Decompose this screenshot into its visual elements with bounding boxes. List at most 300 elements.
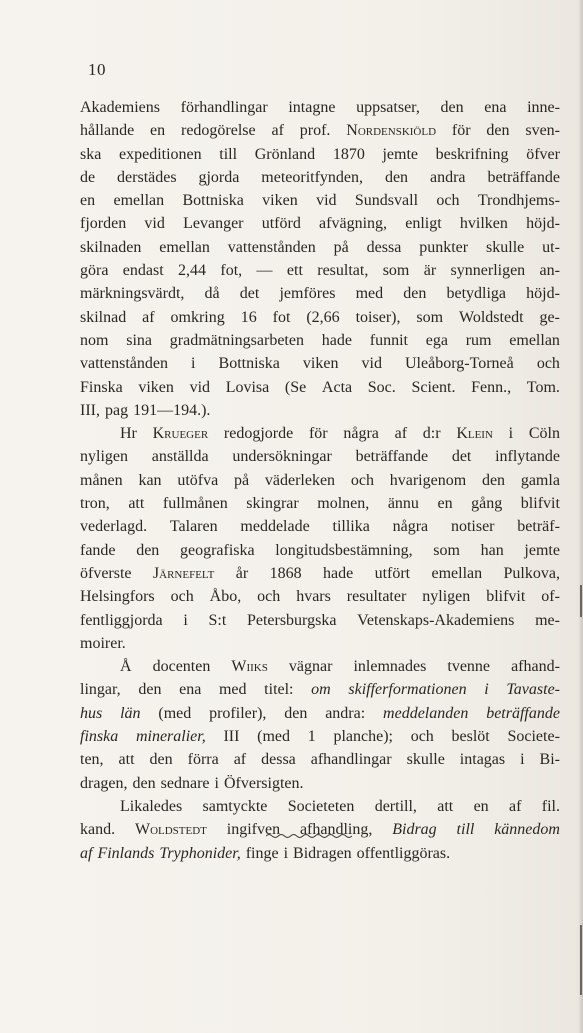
text-run: titel: (264, 681, 294, 699)
word (273, 306, 291, 329)
word (219, 352, 280, 375)
word (220, 259, 242, 282)
italic-title: till (456, 821, 475, 839)
text-line (80, 96, 560, 119)
text-run: omkring (170, 308, 225, 326)
text-run: vid (361, 355, 382, 373)
text-run: månen (80, 471, 123, 489)
italic-title: mineralier, (135, 728, 206, 746)
word (80, 143, 101, 166)
text-run: Å (120, 658, 132, 676)
text-run: beträf- (517, 518, 560, 536)
word (247, 609, 336, 632)
text-run: docenten (152, 658, 211, 676)
word (170, 515, 218, 538)
text-run: uppsatser, (356, 99, 420, 116)
word (539, 306, 559, 329)
word (270, 562, 302, 585)
word (540, 748, 560, 771)
word (80, 748, 104, 771)
word (509, 795, 521, 818)
word (153, 562, 214, 585)
text-run: en (473, 797, 489, 815)
word (506, 678, 560, 701)
word (524, 539, 560, 562)
text-run: ett (286, 262, 303, 280)
word (153, 422, 209, 445)
text-run: märkningsvärdt, (80, 285, 185, 303)
word (382, 143, 418, 166)
text-run: öfver (526, 145, 560, 163)
text-run: i (214, 774, 219, 792)
text-run: Societe- (507, 728, 560, 746)
text-run: det (239, 285, 260, 303)
text-run: geografiska (179, 541, 255, 559)
word (142, 306, 154, 329)
word (436, 143, 509, 166)
word (80, 539, 116, 562)
word (246, 492, 298, 515)
word (219, 143, 237, 166)
word (433, 539, 460, 562)
text-run: och (536, 355, 560, 373)
word (375, 562, 411, 585)
word (136, 725, 206, 748)
word (80, 678, 121, 701)
text-run: den (149, 751, 173, 769)
text-run: fande (80, 541, 116, 559)
text-line (80, 795, 560, 818)
word (80, 818, 115, 841)
word (183, 212, 243, 235)
word (177, 469, 218, 492)
word (303, 352, 339, 375)
text-run: skulle (406, 751, 445, 769)
word (80, 469, 123, 492)
text-run: jemte (382, 145, 419, 163)
text-line (80, 445, 560, 468)
text-run: ena (484, 99, 507, 116)
word (228, 236, 316, 259)
word (80, 609, 163, 632)
text-run: som (433, 541, 460, 559)
word (392, 818, 436, 841)
word (190, 376, 210, 399)
word (224, 422, 293, 445)
word (416, 306, 443, 329)
text-run: de (80, 168, 96, 186)
word (135, 818, 207, 841)
text-line (80, 306, 560, 329)
text-run: d:r (422, 425, 441, 443)
word (487, 166, 560, 189)
text-run: Trondhjems- (477, 192, 560, 210)
text-run: nom (80, 331, 109, 349)
word (284, 702, 307, 725)
text-run: hvarigenom (389, 471, 467, 489)
word (226, 376, 270, 399)
text-run: fot (272, 308, 291, 326)
text-run: fullmånen (162, 495, 228, 513)
word (161, 772, 210, 795)
word (471, 376, 511, 399)
italic-title: meddelanden (383, 704, 469, 722)
word (163, 492, 228, 515)
word (191, 352, 195, 375)
word (188, 748, 219, 771)
text-run: andra (429, 168, 466, 186)
text-run: samtyckte (202, 797, 268, 815)
text-run: sina (126, 331, 153, 349)
word (80, 725, 118, 748)
word (495, 445, 560, 468)
text-run: den (486, 122, 510, 140)
word (261, 166, 363, 189)
word (179, 678, 201, 701)
word (171, 585, 194, 608)
word (486, 702, 560, 725)
word (181, 96, 268, 119)
word (289, 655, 333, 678)
word (356, 96, 420, 119)
wavy-rule-ornament (266, 832, 352, 840)
text-line (80, 166, 560, 189)
text-run: skilnad (80, 308, 127, 326)
word (393, 515, 429, 538)
word (526, 212, 560, 235)
word (526, 282, 560, 305)
text-run: afvägning, (319, 215, 388, 233)
word (343, 422, 379, 445)
text-run: emellan (113, 192, 165, 210)
word (451, 515, 495, 538)
word (234, 469, 249, 492)
text-line (80, 515, 560, 538)
page-edge-mark (580, 585, 582, 617)
text-run: gradmätningsarbeten (169, 331, 304, 349)
text-run: Acta (321, 378, 353, 396)
word (322, 329, 352, 352)
text-line (80, 562, 560, 585)
italic-title: om (311, 681, 331, 699)
text-run: ännu (387, 495, 419, 513)
word (123, 259, 164, 282)
word (264, 678, 293, 701)
text-run: vägnar (288, 658, 333, 676)
text-run: dragen, (80, 774, 128, 792)
word (541, 585, 560, 608)
text-line (80, 748, 560, 771)
word (481, 539, 504, 562)
word (333, 725, 393, 748)
text-run: Fenn., (471, 378, 512, 396)
word (219, 678, 247, 701)
text-run: 2,44 (178, 262, 207, 280)
text-run: i (183, 611, 188, 629)
text-run: profiler), (209, 704, 267, 722)
word (521, 492, 560, 515)
word (261, 748, 296, 771)
text-run: viken (138, 378, 174, 396)
text-run: Sundsvall (354, 192, 419, 210)
text-run: of- (541, 588, 560, 606)
text-run: lingar, (80, 681, 121, 699)
word (80, 632, 126, 655)
text-run: meteoritfynden, (261, 168, 364, 186)
word (390, 469, 466, 492)
text-run: (2,66 (306, 308, 340, 326)
word (152, 445, 209, 468)
italic-title: beträffande (486, 704, 560, 722)
text-run: fot, (220, 262, 243, 280)
italic-title: i (484, 681, 489, 699)
italic-title: finska (80, 728, 119, 746)
text-run: förra (187, 751, 219, 769)
word (159, 236, 210, 259)
text-run: den (138, 681, 162, 699)
text-run: höjd- (526, 285, 560, 303)
text-run: synnerligen (450, 262, 526, 280)
text-run: Levanger (183, 215, 244, 233)
word (407, 748, 445, 771)
body-text (80, 96, 560, 865)
text-run: skulle (486, 238, 525, 256)
text-line (80, 772, 560, 795)
word (456, 422, 493, 445)
word (356, 445, 429, 468)
word (319, 212, 387, 235)
text-run: notiser (450, 518, 495, 536)
text-run: prof. (299, 122, 331, 140)
word (224, 772, 304, 795)
word (150, 119, 165, 142)
word (424, 259, 436, 282)
word (234, 748, 246, 771)
word (333, 515, 370, 538)
word (482, 469, 505, 492)
word (223, 725, 239, 748)
text-run: det (451, 448, 472, 466)
text-run: (Se (284, 378, 307, 396)
word (484, 96, 506, 119)
text-run: som (416, 308, 444, 326)
text-run: Uleåborg-Torneå (405, 355, 514, 373)
text-run: vid (189, 378, 211, 396)
text-run: me- (535, 611, 560, 629)
word (80, 212, 126, 235)
text-run: redogjorde (223, 425, 294, 443)
word (180, 539, 255, 562)
word (215, 772, 219, 795)
word (422, 585, 470, 608)
word (80, 515, 147, 538)
name-small-caps: Wiiks (231, 658, 268, 676)
text-run: Likaledes (120, 797, 183, 815)
word (517, 515, 560, 538)
text-run: som (382, 262, 410, 280)
text-run: utförd (261, 215, 301, 233)
word (525, 119, 560, 142)
word (437, 795, 453, 818)
text-line (80, 632, 560, 655)
word (309, 422, 328, 445)
text-run: utöfva (177, 471, 219, 489)
word (158, 702, 191, 725)
text-line (80, 143, 560, 166)
text-line (80, 702, 560, 725)
word (80, 306, 126, 329)
text-run: i (520, 751, 525, 769)
text-run: blifvit (520, 495, 560, 513)
word (209, 702, 266, 725)
text-run: beträffande (487, 168, 560, 186)
text-run: redogörelse (181, 122, 256, 140)
word (356, 282, 384, 305)
page-edge-shadow (578, 0, 583, 1033)
text-run: beträffande (355, 448, 429, 466)
word (370, 329, 408, 352)
text-run: att (128, 495, 145, 513)
word (133, 772, 156, 795)
text-run: Helsingfors (80, 588, 155, 606)
word (368, 376, 396, 399)
text-run: på (233, 471, 250, 489)
word (113, 189, 164, 212)
word (271, 119, 283, 142)
text-run: moirer. (80, 634, 126, 652)
word (362, 352, 382, 375)
word (411, 725, 434, 748)
text-run: vederlagd. (80, 518, 148, 536)
word (333, 143, 365, 166)
word (355, 189, 418, 212)
text-run: afhand- (511, 658, 560, 676)
text-run: sven- (525, 122, 560, 140)
word (447, 655, 490, 678)
text-run: 1870 (332, 145, 365, 163)
text-run: Scient. (411, 378, 456, 396)
word (138, 376, 174, 399)
text-run: att (437, 797, 454, 815)
word (117, 166, 177, 189)
word (459, 306, 523, 329)
text-run: Vetenskaps-Akademiens (357, 611, 515, 629)
text-line (80, 678, 560, 701)
italic-title: af (80, 844, 93, 862)
text-run: jemföres (279, 285, 336, 303)
text-line (80, 842, 560, 865)
text-run: af (271, 122, 284, 140)
text-run: Pulkova, (503, 564, 560, 582)
text-run: förhandlingar (180, 99, 268, 116)
word (262, 189, 298, 212)
text-run: endast (122, 262, 164, 280)
text-run: Bidragen (293, 844, 352, 862)
text-line (80, 539, 560, 562)
text-run: väderleken (264, 471, 336, 489)
word (460, 748, 505, 771)
word (126, 329, 152, 352)
word (128, 492, 144, 515)
word (80, 329, 108, 352)
text-run: tillika (332, 518, 370, 536)
text-run: ska (80, 145, 102, 163)
word (288, 96, 335, 119)
text-run: emellan (159, 238, 210, 256)
word (120, 655, 132, 678)
text-run: pag (104, 401, 129, 419)
text-run: den (284, 704, 308, 722)
text-line (80, 609, 560, 632)
text-run: med (355, 285, 384, 303)
word (334, 236, 349, 259)
page-number: 10 (88, 60, 106, 79)
text-run: några (343, 425, 379, 443)
text-run: den (440, 99, 464, 116)
text-run: Åbo, (209, 588, 242, 606)
word (97, 842, 154, 865)
word (119, 748, 135, 771)
text-run: III, (80, 401, 100, 419)
text-run: den (481, 471, 506, 489)
word (296, 585, 331, 608)
word (486, 585, 525, 608)
word (181, 119, 256, 142)
text-run: vid (316, 192, 337, 210)
word (208, 609, 226, 632)
text-run: S:t (208, 611, 227, 629)
text-run: till (219, 145, 238, 163)
word (105, 399, 128, 422)
word (257, 725, 290, 748)
text-line (80, 352, 560, 375)
text-run: Grönland (254, 145, 316, 163)
word (120, 422, 137, 445)
text-run: planche); (333, 728, 393, 746)
text-run: är (423, 262, 437, 280)
word (356, 306, 401, 329)
word (311, 678, 331, 701)
word (395, 422, 407, 445)
word (306, 306, 339, 329)
word (542, 795, 560, 818)
word (357, 609, 514, 632)
text-line (80, 492, 560, 515)
text-run: i (283, 844, 289, 862)
text-run: och (170, 588, 194, 606)
text-run: dessa (261, 751, 296, 769)
text-run: anställda (151, 448, 209, 466)
text-run: vattenstånden (80, 355, 168, 373)
name-small-caps: Nordenskiöld (346, 122, 437, 140)
text-line (80, 259, 560, 282)
italic-title: län (120, 704, 141, 722)
text-run: nyligen (80, 448, 128, 466)
text-run: för (308, 425, 328, 443)
text-run: i (508, 425, 514, 443)
word (150, 748, 173, 771)
word (486, 119, 509, 142)
text-run: emellan (509, 331, 560, 349)
text-run: (med (158, 704, 192, 722)
text-run: en (80, 192, 96, 210)
text-run: och (257, 588, 281, 606)
text-run: molnen, (317, 495, 370, 513)
word (452, 725, 490, 748)
word (474, 795, 489, 818)
text-run: öfverste (80, 564, 132, 582)
word (80, 282, 184, 305)
